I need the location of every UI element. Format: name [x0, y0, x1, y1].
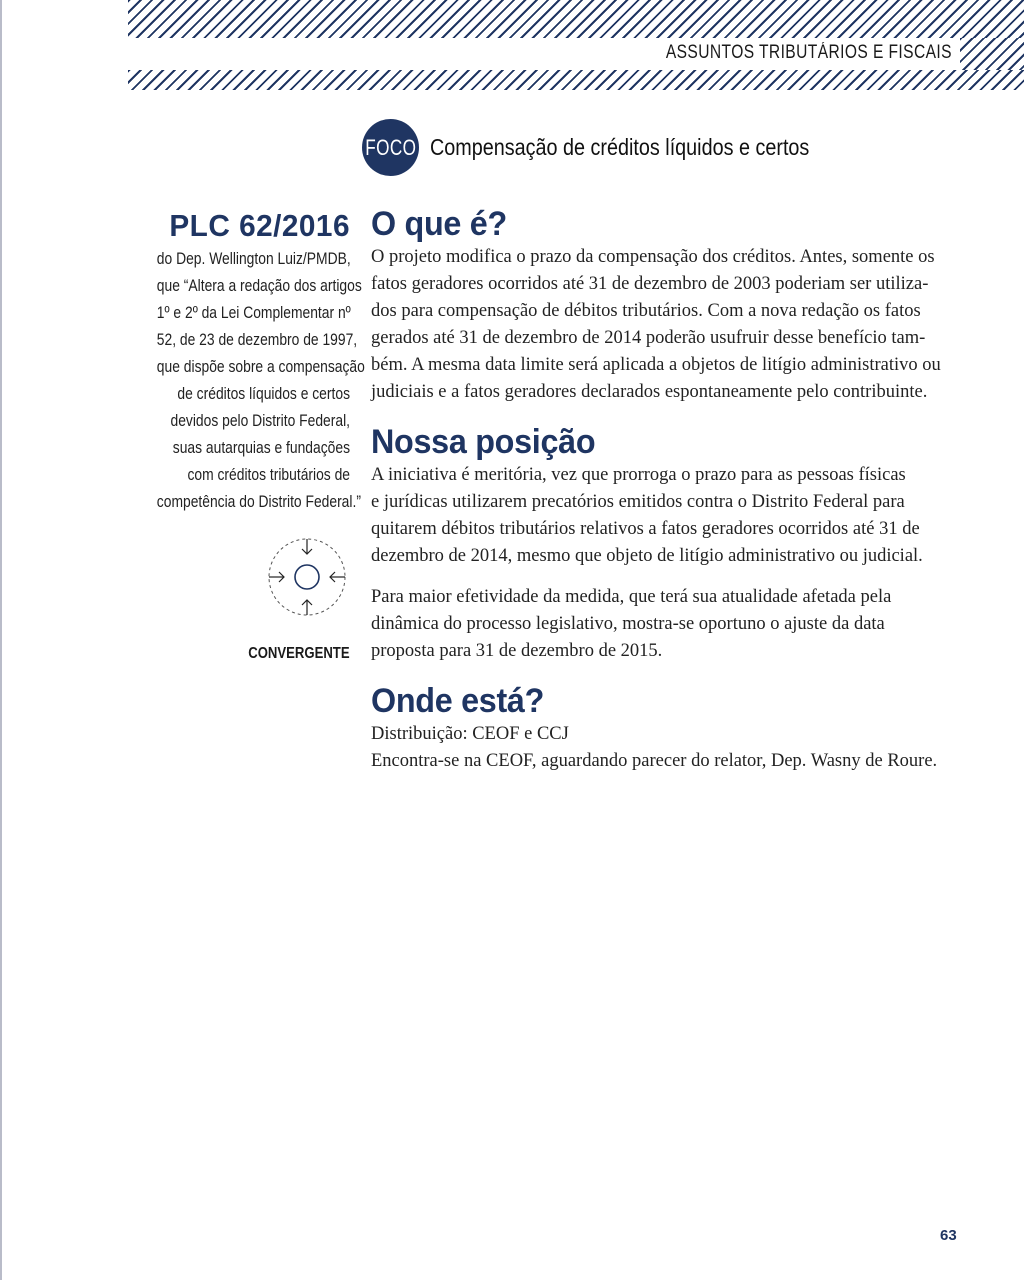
text-line: quitarem débitos tributários relativos a fatos geradores ocorridos até 31 de	[371, 519, 920, 539]
text-line: proposta para 31 de dezembro de 2015.	[371, 641, 663, 661]
page-edge-rule	[0, 0, 2, 1280]
what-paragraph	[371, 244, 961, 406]
text-line: dinâmica do processo legislativo, mostra-se oportuno o ajuste da data	[371, 614, 885, 634]
convergent-arrows-icon	[266, 536, 348, 618]
text-line: gerados até 31 de dezembro de 2014 poderão usufruir desse benefício tam-	[371, 328, 926, 348]
position-paragraph-1	[371, 462, 961, 570]
text-line: dos para compensação de débitos tributários. Com a nova redação os fatos	[371, 301, 921, 321]
text-line: fatos geradores ocorridos até 31 de dezembro de 2003 poderiam ser utiliza-	[371, 274, 929, 294]
page-number: 63	[940, 1227, 957, 1244]
text-line: Encontra-se na CEOF, aguardando parecer do relator, Dep. Wasny de Roure.	[371, 751, 938, 771]
text-line: e jurídicas utilizarem precatórios emitidos contra o Distrito Federal para	[371, 492, 905, 512]
bill-description-line: 52, de 23 de dezembro de 1997,	[156, 331, 358, 349]
header-hatch-bottom	[128, 70, 1024, 90]
section-title: ASSUNTOS TRIBUTÁRIOS E FISCAIS	[665, 42, 952, 63]
heading-what: O que é?	[371, 205, 507, 243]
bill-number: PLC 62/2016	[169, 208, 350, 243]
sidebar	[120, 206, 365, 516]
text-line: O projeto modifica o prazo da compensação dos créditos. Antes, somente os	[371, 247, 935, 267]
header-hatch-right	[960, 38, 1024, 70]
where-paragraph	[371, 721, 961, 775]
bill-description	[120, 246, 365, 516]
bill-description-line: com créditos tributários de	[187, 466, 350, 484]
text-line: judiciais e a fatos geradores declarados espontaneamente pelo contribuinte.	[371, 382, 928, 402]
bill-description-line: 1º e 2º da Lei Complementar nº	[156, 304, 351, 322]
bill-description-line: que dispõe sobre a compensação	[156, 358, 365, 376]
position-label: CONVERGENTE	[248, 645, 350, 662]
heading-where: Onde está?	[371, 682, 545, 720]
bill-description-line: competência do Distrito Federal.”	[156, 493, 361, 511]
focus-title: Compensação de créditos líquidos e certos	[430, 134, 810, 160]
heading-position: Nossa posição	[371, 423, 596, 461]
text-line: dezembro de 2014, mesmo que objeto de litígio administrativo ou judicial.	[371, 546, 923, 566]
text-line: Para maior efetividade da medida, que terá sua atualidade afetada pela	[371, 587, 892, 607]
position-paragraph-2	[371, 584, 961, 665]
bill-description-line: de créditos líquidos e certos	[177, 385, 350, 403]
bill-description-line: que “Altera a redação dos artigos	[156, 277, 362, 295]
text-line: bém. A mesma data limite será aplicada a objetos de litígio administrativo ou	[371, 355, 941, 375]
text-line: Distribuição: CEOF e CCJ	[371, 724, 569, 744]
foco-badge	[362, 119, 419, 176]
header-hatch-top	[128, 0, 1024, 38]
bill-description-line: do Dep. Wellington Luiz/PMDB,	[156, 250, 351, 268]
text-line: A iniciativa é meritória, vez que prorroga o prazo para as pessoas físicas	[371, 465, 906, 485]
bill-description-line: devidos pelo Distrito Federal,	[170, 412, 350, 430]
bill-description-line: suas autarquias e fundações	[172, 439, 350, 457]
foco-badge-label: FOCO	[364, 134, 417, 160]
main-content	[371, 204, 961, 775]
